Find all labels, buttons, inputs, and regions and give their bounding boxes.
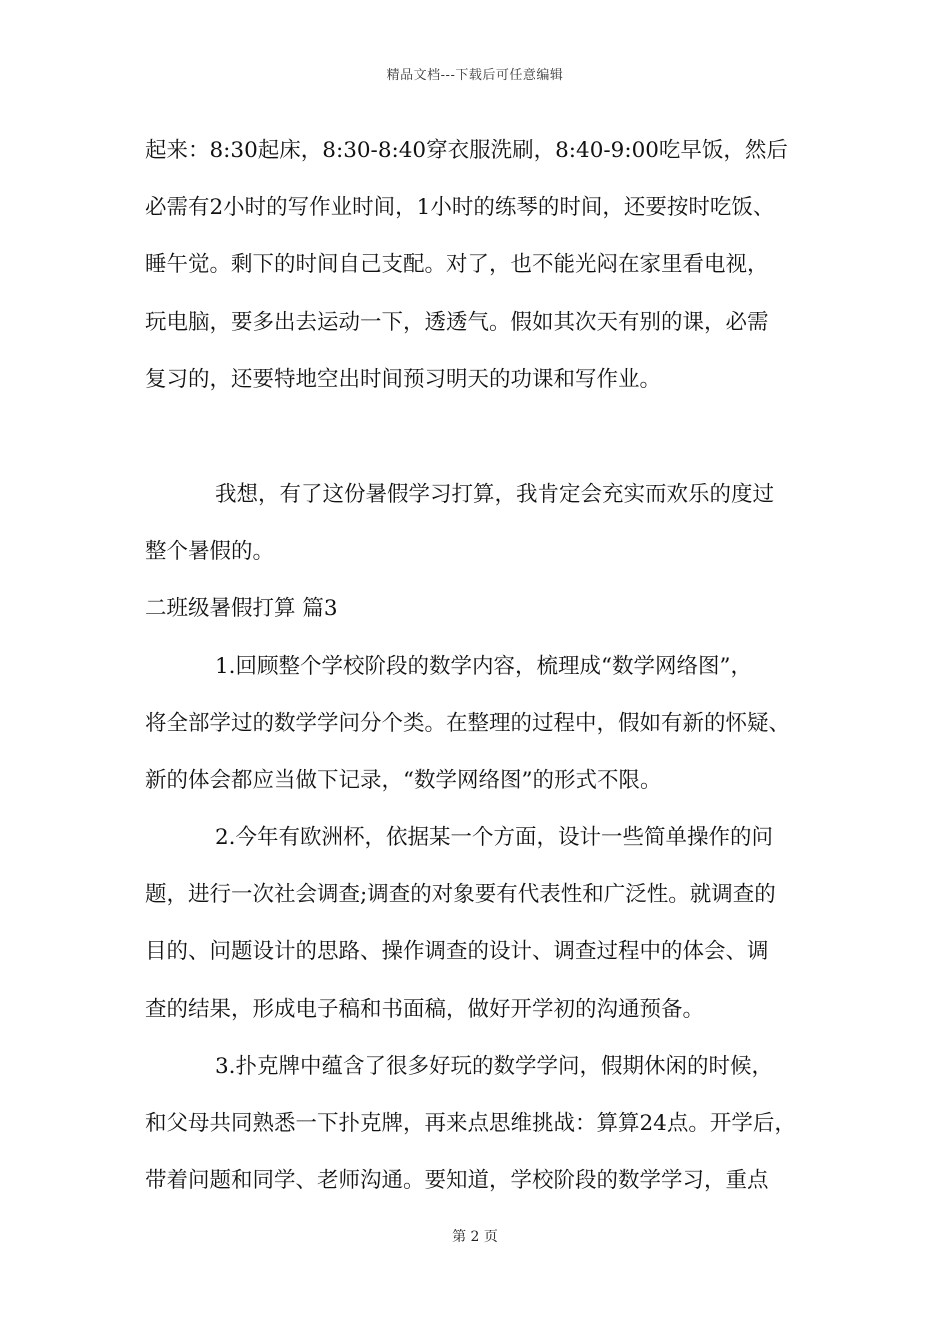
text-line: 新的体会都应当做下记录，“数学网络图”的形式不限。 <box>145 767 662 793</box>
text-line: 将全部学过的数学学问分个类。在整理的过程中，假如有新的怀疑、 <box>145 710 791 736</box>
text-line: 目的、问题设计的思路、操作调查的设计、调查过程中的体会、调 <box>145 939 769 965</box>
page-header: 精品文档---下载后可任意编辑 <box>386 68 564 83</box>
text-line: 我想，有了这份暑假学习打算，我肯定会充实而欢乐的度过 <box>215 481 775 507</box>
text-line: 复习的，还要特地空出时间预习明天的功课和写作业。 <box>145 366 662 392</box>
text-line: 查的结果，形成电子稿和书面稿，做好开学初的沟通预备。 <box>145 996 705 1022</box>
text-line: 整个暑假的。 <box>145 539 275 565</box>
text-line: 带着问题和同学、老师沟通。要知道，学校阶段的数学学习，重点 <box>145 1168 769 1194</box>
document-body <box>145 128 813 1215</box>
text-line: 1.回顾整个学校阶段的数学内容，梳理成“数学网络图”， <box>215 653 752 679</box>
text-line: 玩电脑，要多出去运动一下，透透气。假如其次天有别的课，必需 <box>145 309 769 335</box>
text-line: 题，进行一次社会调查;调查的对象要有代表性和广泛性。就调查的 <box>145 882 776 908</box>
section-heading: 二班级暑假打算 篇3 <box>145 596 338 622</box>
text-line: 睡午觉。剩下的时间自己支配。对了，也不能光闷在家里看电视， <box>145 252 769 278</box>
text-line: 3.扑克牌中蕴含了很多好玩的数学学问，假期休闲的时候， <box>215 1053 774 1079</box>
text-line: 2.今年有欧洲杯，依据某一个方面，设计一些简单操作的问 <box>215 825 774 851</box>
text-line: 必需有2小时的写作业时间，1小时的练琴的时间，还要按时吃饭、 <box>145 195 775 221</box>
page-number: 第 2 页 <box>452 1229 498 1245</box>
paragraph-gap <box>145 414 813 472</box>
text-line: 和父母共同熟悉一下扑克牌，再来点思维挑战：算算24点。开学后， <box>145 1111 796 1136</box>
text-line: 起来：8:30起床，8:30-8:40穿衣服洗刷，8:40-9:00吃早饭，然后 <box>145 138 788 163</box>
